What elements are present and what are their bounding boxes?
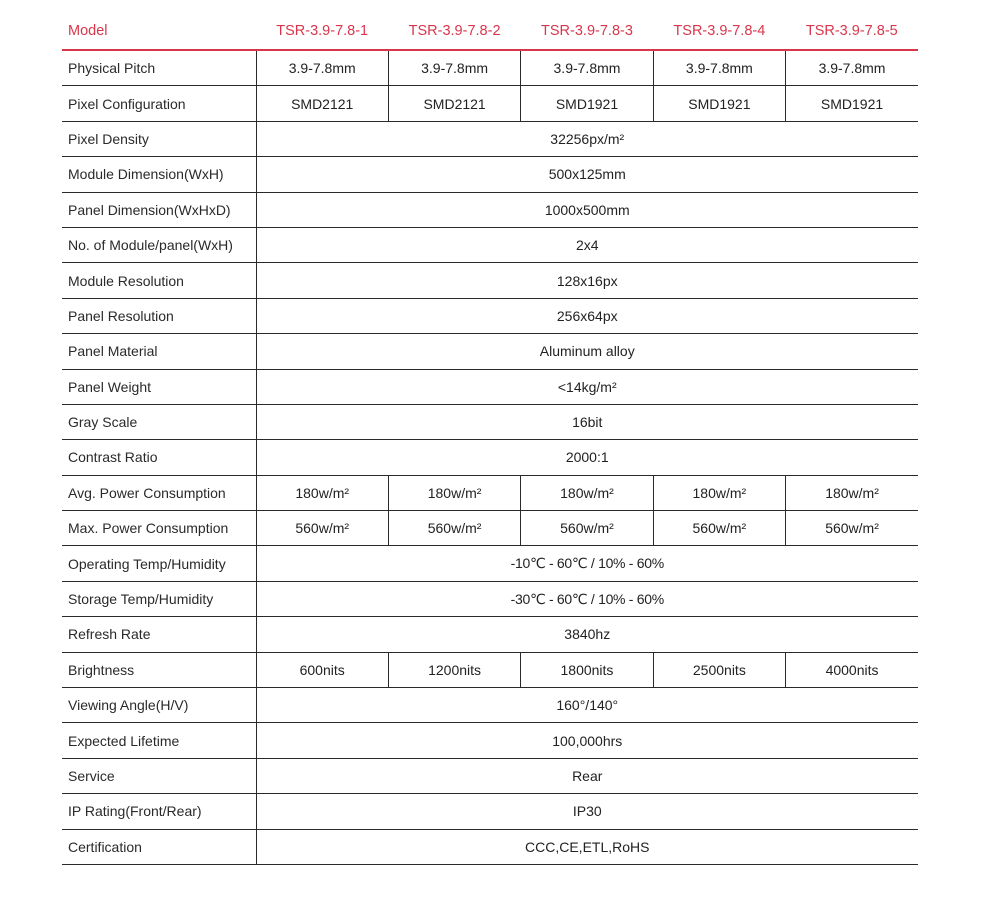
row-storage-temp (62, 581, 918, 616)
row-value: 3840hz (256, 617, 918, 652)
row-value: 3.9-7.8mm (653, 50, 785, 86)
row-label: Expected Lifetime (62, 723, 256, 758)
row-value: 16bit (256, 404, 918, 439)
row-module-dimension (62, 157, 918, 192)
row-value: 3.9-7.8mm (521, 50, 653, 86)
row-label: Panel Material (62, 334, 256, 369)
row-panel-weight (62, 369, 918, 404)
row-value: 2000:1 (256, 440, 918, 475)
row-label: Panel Weight (62, 369, 256, 404)
row-brightness (62, 652, 918, 687)
row-label: Pixel Density (62, 121, 256, 156)
row-value: 180w/m² (786, 475, 918, 510)
row-max-power (62, 511, 918, 546)
row-label: Avg. Power Consumption (62, 475, 256, 510)
row-operating-temp (62, 546, 918, 581)
row-physical-pitch (62, 50, 918, 86)
row-panel-resolution (62, 298, 918, 333)
row-value: 256x64px (256, 298, 918, 333)
row-label: Pixel Configuration (62, 86, 256, 121)
row-value: 560w/m² (521, 511, 653, 546)
row-value: 180w/m² (388, 475, 520, 510)
row-modules-per-panel (62, 227, 918, 262)
row-label: Panel Dimension(WxHxD) (62, 192, 256, 227)
row-value: <14kg/m² (256, 369, 918, 404)
row-avg-power (62, 475, 918, 510)
row-value: 180w/m² (521, 475, 653, 510)
row-value: 560w/m² (256, 511, 388, 546)
row-value: 128x16px (256, 263, 918, 298)
row-label: Service (62, 758, 256, 793)
row-value: 180w/m² (256, 475, 388, 510)
row-value: 2x4 (256, 227, 918, 262)
row-gray-scale (62, 404, 918, 439)
model-name: TSR-3.9-7.8-2 (388, 12, 520, 50)
row-value: 600nits (256, 652, 388, 687)
row-value: 2500nits (653, 652, 785, 687)
row-value: 3.9-7.8mm (256, 50, 388, 86)
model-name: TSR-3.9-7.8-1 (256, 12, 388, 50)
row-label: Module Dimension(WxH) (62, 157, 256, 192)
spec-table (62, 12, 918, 865)
row-value: 4000nits (786, 652, 918, 687)
row-panel-dimension (62, 192, 918, 227)
row-label: Brightness (62, 652, 256, 687)
row-value: 1000x500mm (256, 192, 918, 227)
row-value: SMD1921 (786, 86, 918, 121)
row-value: 3.9-7.8mm (786, 50, 918, 86)
row-label: Module Resolution (62, 263, 256, 298)
row-contrast-ratio (62, 440, 918, 475)
row-expected-lifetime (62, 723, 918, 758)
row-value: SMD1921 (653, 86, 785, 121)
row-value: Rear (256, 758, 918, 793)
row-value: -30℃ - 60℃ / 10% - 60% (256, 581, 918, 616)
row-value: 560w/m² (653, 511, 785, 546)
model-name: TSR-3.9-7.8-3 (521, 12, 653, 50)
row-service (62, 758, 918, 793)
row-value: 160°/140° (256, 688, 918, 723)
row-pixel-density (62, 121, 918, 156)
row-label: Gray Scale (62, 404, 256, 439)
row-label: No. of Module/panel(WxH) (62, 227, 256, 262)
row-label: Operating Temp/Humidity (62, 546, 256, 581)
row-viewing-angle (62, 688, 918, 723)
row-panel-material (62, 334, 918, 369)
model-header-label: Model (62, 12, 256, 50)
row-value: IP30 (256, 794, 918, 829)
row-value: 32256px/m² (256, 121, 918, 156)
row-value: 560w/m² (786, 511, 918, 546)
row-value: SMD2121 (256, 86, 388, 121)
row-label: IP Rating(Front/Rear) (62, 794, 256, 829)
row-label: Viewing Angle(H/V) (62, 688, 256, 723)
model-name: TSR-3.9-7.8-5 (786, 12, 918, 50)
row-value: 180w/m² (653, 475, 785, 510)
row-label: Certification (62, 829, 256, 864)
row-value: 560w/m² (388, 511, 520, 546)
row-label: Panel Resolution (62, 298, 256, 333)
row-value: CCC,CE,ETL,RoHS (256, 829, 918, 864)
row-label: Storage Temp/Humidity (62, 581, 256, 616)
row-refresh-rate (62, 617, 918, 652)
row-value: 100,000hrs (256, 723, 918, 758)
row-label: Physical Pitch (62, 50, 256, 86)
row-label: Contrast Ratio (62, 440, 256, 475)
row-value: -10℃ - 60℃ / 10% - 60% (256, 546, 918, 581)
model-name: TSR-3.9-7.8-4 (653, 12, 785, 50)
row-certification (62, 829, 918, 864)
header-row (62, 12, 918, 50)
row-value: Aluminum alloy (256, 334, 918, 369)
row-value: SMD1921 (521, 86, 653, 121)
row-value: 500x125mm (256, 157, 918, 192)
row-value: 1200nits (388, 652, 520, 687)
row-module-resolution (62, 263, 918, 298)
row-pixel-configuration (62, 86, 918, 121)
row-label: Max. Power Consumption (62, 511, 256, 546)
row-label: Refresh Rate (62, 617, 256, 652)
row-value: 1800nits (521, 652, 653, 687)
row-ip-rating (62, 794, 918, 829)
row-value: SMD2121 (388, 86, 520, 121)
row-value: 3.9-7.8mm (388, 50, 520, 86)
